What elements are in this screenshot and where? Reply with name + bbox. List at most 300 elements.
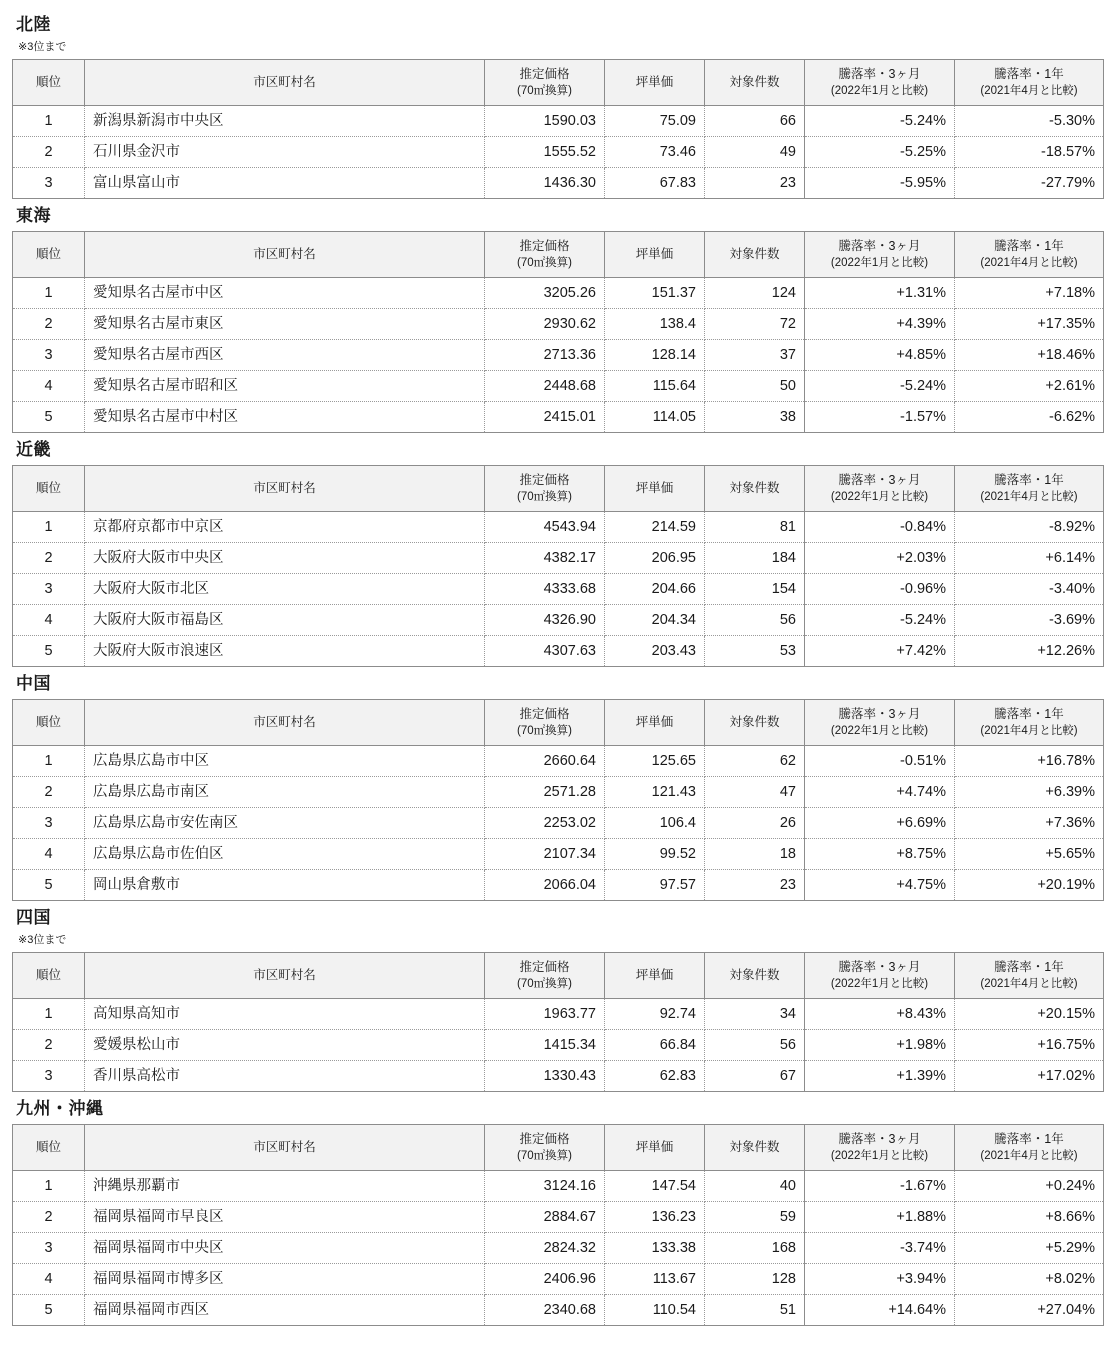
ranking-table — [12, 952, 1104, 1092]
cell-city: 岡山県倉敷市 — [85, 870, 485, 901]
cell-change-3m: +8.75% — [805, 839, 955, 870]
cell-change-1y: +8.66% — [955, 1202, 1104, 1233]
column-header-change-1y-sub: (2021年4月と比較) — [980, 257, 1078, 269]
column-header-price-sub: (70㎡換算) — [517, 257, 572, 269]
cell-city: 福岡県福岡市博多区 — [85, 1264, 485, 1295]
cell-price: 2713.36 — [485, 340, 605, 371]
table-header-row — [13, 700, 1104, 746]
cell-price: 3124.16 — [485, 1171, 605, 1202]
column-header-tsubo: 坪単価 — [605, 1125, 705, 1171]
column-header-change-3m-sub: (2022年1月と比較) — [830, 1150, 929, 1162]
ranking-table — [12, 699, 1104, 901]
column-header-price-sub: (70㎡換算) — [517, 1150, 572, 1162]
cell-change-3m: +4.74% — [805, 777, 955, 808]
cell-change-1y: -3.69% — [955, 605, 1104, 636]
column-header-count: 対象件数 — [705, 466, 805, 512]
column-header-city: 市区町村名 — [85, 466, 485, 512]
cell-city: 大阪府大阪市北区 — [85, 574, 485, 605]
cell-count: 53 — [705, 636, 805, 667]
cell-change-3m: -5.24% — [805, 371, 955, 402]
table-row — [13, 137, 1104, 168]
cell-tsubo: 92.74 — [605, 999, 705, 1030]
column-header-count: 対象件数 — [705, 953, 805, 999]
column-header-change-1y — [955, 700, 1104, 746]
cell-city: 愛媛県松山市 — [85, 1030, 485, 1061]
cell-change-1y: +27.04% — [955, 1295, 1104, 1326]
column-header-change-1y — [955, 1125, 1104, 1171]
column-header-change-1y — [955, 232, 1104, 278]
column-header-count: 対象件数 — [705, 1125, 805, 1171]
cell-tsubo: 97.57 — [605, 870, 705, 901]
cell-change-1y: +7.36% — [955, 808, 1104, 839]
ranking-table — [12, 231, 1104, 433]
cell-city: 広島県広島市安佐南区 — [85, 808, 485, 839]
column-header-price — [485, 466, 605, 512]
section-title: 近畿 — [16, 440, 51, 459]
cell-price: 2406.96 — [485, 1264, 605, 1295]
table-row — [13, 1030, 1104, 1061]
cell-city: 広島県広島市南区 — [85, 777, 485, 808]
cell-tsubo: 203.43 — [605, 636, 705, 667]
cell-change-3m: -1.57% — [805, 402, 955, 433]
cell-change-3m: +1.39% — [805, 1061, 955, 1092]
column-header-city: 市区町村名 — [85, 60, 485, 106]
column-header-change-3m-main: 騰落率・3ヶ月 — [838, 1132, 921, 1146]
cell-count: 34 — [705, 999, 805, 1030]
column-header-change-1y-sub: (2021年4月と比較) — [980, 1150, 1078, 1162]
column-header-change-3m-sub: (2022年1月と比較) — [830, 491, 929, 503]
cell-rank: 1 — [13, 746, 85, 777]
ranking-table — [12, 59, 1104, 199]
cell-change-1y: +6.39% — [955, 777, 1104, 808]
table-row — [13, 1233, 1104, 1264]
cell-count: 59 — [705, 1202, 805, 1233]
cell-tsubo: 99.52 — [605, 839, 705, 870]
cell-change-3m: +6.69% — [805, 808, 955, 839]
cell-price: 1963.77 — [485, 999, 605, 1030]
cell-price: 1330.43 — [485, 1061, 605, 1092]
section-title: 中国 — [16, 674, 51, 693]
column-header-city: 市区町村名 — [85, 700, 485, 746]
cell-change-1y: +6.14% — [955, 543, 1104, 574]
column-header-change-1y-main: 騰落率・1年 — [994, 239, 1064, 253]
column-header-change-3m-main: 騰落率・3ヶ月 — [838, 960, 921, 974]
cell-rank: 1 — [13, 512, 85, 543]
cell-count: 72 — [705, 309, 805, 340]
cell-rank: 1 — [13, 1171, 85, 1202]
cell-rank: 5 — [13, 402, 85, 433]
table-row — [13, 340, 1104, 371]
cell-tsubo: 136.23 — [605, 1202, 705, 1233]
cell-rank: 3 — [13, 574, 85, 605]
table-row — [13, 808, 1104, 839]
cell-rank: 2 — [13, 1030, 85, 1061]
cell-change-3m: -5.25% — [805, 137, 955, 168]
column-header-change-3m-main: 騰落率・3ヶ月 — [838, 473, 921, 487]
table-row — [13, 1264, 1104, 1295]
table-header-row — [13, 232, 1104, 278]
section-note: ※3位まで — [18, 934, 67, 946]
cell-city: 愛知県名古屋市西区 — [85, 340, 485, 371]
table-row — [13, 1202, 1104, 1233]
cell-price: 2884.67 — [485, 1202, 605, 1233]
cell-change-3m: +3.94% — [805, 1264, 955, 1295]
column-header-change-3m — [805, 700, 955, 746]
column-header-change-3m-main: 騰落率・3ヶ月 — [838, 67, 921, 81]
column-header-rank: 順位 — [13, 232, 85, 278]
column-header-price-main: 推定価格 — [519, 960, 570, 974]
cell-change-3m: +1.88% — [805, 1202, 955, 1233]
column-header-change-1y-main: 騰落率・1年 — [994, 960, 1064, 974]
cell-rank: 5 — [13, 636, 85, 667]
column-header-change-3m — [805, 1125, 955, 1171]
column-header-price-sub: (70㎡換算) — [517, 725, 572, 737]
cell-city: 高知県高知市 — [85, 999, 485, 1030]
cell-change-3m: +4.75% — [805, 870, 955, 901]
table-row — [13, 777, 1104, 808]
cell-tsubo: 121.43 — [605, 777, 705, 808]
cell-count: 56 — [705, 605, 805, 636]
table-row — [13, 1171, 1104, 1202]
cell-price: 2253.02 — [485, 808, 605, 839]
column-header-change-1y — [955, 466, 1104, 512]
column-header-price — [485, 232, 605, 278]
cell-tsubo: 128.14 — [605, 340, 705, 371]
table-row — [13, 574, 1104, 605]
cell-tsubo: 113.67 — [605, 1264, 705, 1295]
cell-count: 38 — [705, 402, 805, 433]
region-section — [12, 907, 1103, 1092]
ranking-table — [12, 1124, 1104, 1326]
table-header-row — [13, 953, 1104, 999]
column-header-price-main: 推定価格 — [519, 707, 570, 721]
cell-rank: 4 — [13, 605, 85, 636]
cell-city: 石川県金沢市 — [85, 137, 485, 168]
cell-count: 47 — [705, 777, 805, 808]
cell-rank: 2 — [13, 1202, 85, 1233]
cell-tsubo: 66.84 — [605, 1030, 705, 1061]
cell-price: 2340.68 — [485, 1295, 605, 1326]
cell-change-1y: +17.02% — [955, 1061, 1104, 1092]
cell-price: 4543.94 — [485, 512, 605, 543]
table-row — [13, 543, 1104, 574]
cell-price: 2448.68 — [485, 371, 605, 402]
cell-rank: 5 — [13, 870, 85, 901]
column-header-change-1y-main: 騰落率・1年 — [994, 473, 1064, 487]
cell-tsubo: 206.95 — [605, 543, 705, 574]
table-row — [13, 402, 1104, 433]
cell-price: 2571.28 — [485, 777, 605, 808]
column-header-rank: 順位 — [13, 466, 85, 512]
cell-tsubo: 62.83 — [605, 1061, 705, 1092]
column-header-city: 市区町村名 — [85, 1125, 485, 1171]
column-header-change-3m-main: 騰落率・3ヶ月 — [838, 707, 921, 721]
cell-city: 香川県高松市 — [85, 1061, 485, 1092]
table-row — [13, 371, 1104, 402]
cell-count: 26 — [705, 808, 805, 839]
cell-city: 広島県広島市中区 — [85, 746, 485, 777]
table-header-row — [13, 1125, 1104, 1171]
column-header-tsubo: 坪単価 — [605, 60, 705, 106]
cell-rank: 1 — [13, 278, 85, 309]
cell-tsubo: 138.4 — [605, 309, 705, 340]
cell-change-3m: +2.03% — [805, 543, 955, 574]
cell-count: 23 — [705, 870, 805, 901]
column-header-price-main: 推定価格 — [519, 473, 570, 487]
cell-tsubo: 75.09 — [605, 106, 705, 137]
cell-price: 4382.17 — [485, 543, 605, 574]
cell-city: 沖縄県那覇市 — [85, 1171, 485, 1202]
table-row — [13, 512, 1104, 543]
cell-price: 1436.30 — [485, 168, 605, 199]
cell-price: 4326.90 — [485, 605, 605, 636]
cell-change-3m: +4.85% — [805, 340, 955, 371]
table-header-row — [13, 466, 1104, 512]
column-header-count: 対象件数 — [705, 232, 805, 278]
table-row — [13, 106, 1104, 137]
cell-rank: 3 — [13, 1061, 85, 1092]
cell-rank: 2 — [13, 543, 85, 574]
cell-count: 168 — [705, 1233, 805, 1264]
column-header-change-3m — [805, 60, 955, 106]
cell-rank: 4 — [13, 371, 85, 402]
ranking-table — [12, 465, 1104, 667]
cell-city: 広島県広島市佐伯区 — [85, 839, 485, 870]
table-row — [13, 168, 1104, 199]
cell-tsubo: 106.4 — [605, 808, 705, 839]
cell-price: 2824.32 — [485, 1233, 605, 1264]
column-header-price-main: 推定価格 — [519, 1132, 570, 1146]
cell-rank: 2 — [13, 137, 85, 168]
cell-tsubo: 214.59 — [605, 512, 705, 543]
cell-city: 愛知県名古屋市中区 — [85, 278, 485, 309]
table-row — [13, 636, 1104, 667]
cell-price: 3205.26 — [485, 278, 605, 309]
cell-tsubo: 73.46 — [605, 137, 705, 168]
column-header-count: 対象件数 — [705, 700, 805, 746]
table-row — [13, 278, 1104, 309]
cell-count: 50 — [705, 371, 805, 402]
cell-change-1y: +17.35% — [955, 309, 1104, 340]
column-header-city: 市区町村名 — [85, 953, 485, 999]
cell-change-3m: +8.43% — [805, 999, 955, 1030]
column-header-change-1y-sub: (2021年4月と比較) — [980, 491, 1078, 503]
cell-city: 新潟県新潟市中央区 — [85, 106, 485, 137]
cell-city: 福岡県福岡市中央区 — [85, 1233, 485, 1264]
cell-price: 2930.62 — [485, 309, 605, 340]
column-header-change-3m-sub: (2022年1月と比較) — [830, 978, 929, 990]
cell-city: 愛知県名古屋市中村区 — [85, 402, 485, 433]
column-header-change-1y-main: 騰落率・1年 — [994, 67, 1064, 81]
column-header-price — [485, 953, 605, 999]
cell-change-1y: -27.79% — [955, 168, 1104, 199]
section-title: 四国 — [16, 908, 51, 927]
table-row — [13, 839, 1104, 870]
column-header-change-3m — [805, 466, 955, 512]
cell-count: 124 — [705, 278, 805, 309]
column-header-change-1y-sub: (2021年4月と比較) — [980, 725, 1078, 737]
cell-change-3m: -0.96% — [805, 574, 955, 605]
column-header-price-main: 推定価格 — [519, 67, 570, 81]
region-section — [12, 205, 1103, 433]
cell-city: 大阪府大阪市浪速区 — [85, 636, 485, 667]
cell-price: 2660.64 — [485, 746, 605, 777]
cell-rank: 3 — [13, 808, 85, 839]
cell-change-1y: +5.29% — [955, 1233, 1104, 1264]
cell-change-3m: +1.98% — [805, 1030, 955, 1061]
cell-change-3m: -5.24% — [805, 106, 955, 137]
cell-count: 23 — [705, 168, 805, 199]
table-row — [13, 1295, 1104, 1326]
region-section — [12, 673, 1103, 901]
cell-change-1y: +8.02% — [955, 1264, 1104, 1295]
section-title: 東海 — [16, 206, 51, 225]
column-header-change-3m-sub: (2022年1月と比較) — [830, 257, 929, 269]
cell-change-3m: -0.84% — [805, 512, 955, 543]
cell-count: 56 — [705, 1030, 805, 1061]
column-header-price — [485, 1125, 605, 1171]
column-header-change-1y — [955, 953, 1104, 999]
table-row — [13, 999, 1104, 1030]
cell-change-1y: +0.24% — [955, 1171, 1104, 1202]
cell-change-3m: +1.31% — [805, 278, 955, 309]
cell-change-1y: +16.78% — [955, 746, 1104, 777]
column-header-tsubo: 坪単価 — [605, 232, 705, 278]
cell-rank: 4 — [13, 839, 85, 870]
region-section — [12, 439, 1103, 667]
table-row — [13, 309, 1104, 340]
cell-city: 京都府京都市中京区 — [85, 512, 485, 543]
cell-city: 愛知県名古屋市東区 — [85, 309, 485, 340]
column-header-change-3m — [805, 232, 955, 278]
cell-count: 62 — [705, 746, 805, 777]
column-header-price — [485, 700, 605, 746]
section-title: 九州・沖縄 — [16, 1099, 104, 1118]
cell-change-3m: +4.39% — [805, 309, 955, 340]
column-header-city: 市区町村名 — [85, 232, 485, 278]
cell-change-1y: +20.19% — [955, 870, 1104, 901]
cell-change-3m: -5.24% — [805, 605, 955, 636]
region-section — [12, 1098, 1103, 1326]
cell-change-3m: -0.51% — [805, 746, 955, 777]
cell-change-3m: -5.95% — [805, 168, 955, 199]
cell-price: 1415.34 — [485, 1030, 605, 1061]
column-header-rank: 順位 — [13, 60, 85, 106]
cell-tsubo: 125.65 — [605, 746, 705, 777]
region-section — [12, 14, 1103, 199]
cell-count: 18 — [705, 839, 805, 870]
column-header-tsubo: 坪単価 — [605, 953, 705, 999]
column-header-change-1y-main: 騰落率・1年 — [994, 707, 1064, 721]
column-header-change-1y-sub: (2021年4月と比較) — [980, 85, 1078, 97]
cell-change-1y: +16.75% — [955, 1030, 1104, 1061]
cell-price: 4333.68 — [485, 574, 605, 605]
cell-city: 大阪府大阪市中央区 — [85, 543, 485, 574]
column-header-change-1y — [955, 60, 1104, 106]
cell-city: 大阪府大阪市福島区 — [85, 605, 485, 636]
cell-rank: 3 — [13, 340, 85, 371]
section-title: 北陸 — [16, 15, 51, 34]
column-header-change-3m-main: 騰落率・3ヶ月 — [838, 239, 921, 253]
cell-change-3m: -1.67% — [805, 1171, 955, 1202]
table-row — [13, 1061, 1104, 1092]
column-header-price — [485, 60, 605, 106]
cell-count: 51 — [705, 1295, 805, 1326]
cell-city: 愛知県名古屋市昭和区 — [85, 371, 485, 402]
cell-change-1y: +2.61% — [955, 371, 1104, 402]
column-header-change-3m — [805, 953, 955, 999]
column-header-tsubo: 坪単価 — [605, 466, 705, 512]
table-row — [13, 746, 1104, 777]
table-row — [13, 605, 1104, 636]
cell-change-1y: -8.92% — [955, 512, 1104, 543]
cell-price: 2415.01 — [485, 402, 605, 433]
cell-tsubo: 204.66 — [605, 574, 705, 605]
cell-change-1y: -3.40% — [955, 574, 1104, 605]
cell-rank: 2 — [13, 309, 85, 340]
cell-rank: 1 — [13, 106, 85, 137]
column-header-price-main: 推定価格 — [519, 239, 570, 253]
column-header-price-sub: (70㎡換算) — [517, 491, 572, 503]
cell-price: 2066.04 — [485, 870, 605, 901]
column-header-rank: 順位 — [13, 1125, 85, 1171]
cell-change-1y: +12.26% — [955, 636, 1104, 667]
cell-city: 福岡県福岡市早良区 — [85, 1202, 485, 1233]
cell-change-3m: -3.74% — [805, 1233, 955, 1264]
cell-change-3m: +14.64% — [805, 1295, 955, 1326]
cell-price: 1555.52 — [485, 137, 605, 168]
cell-change-1y: +20.15% — [955, 999, 1104, 1030]
cell-count: 49 — [705, 137, 805, 168]
column-header-change-1y-main: 騰落率・1年 — [994, 1132, 1064, 1146]
cell-price: 4307.63 — [485, 636, 605, 667]
cell-tsubo: 110.54 — [605, 1295, 705, 1326]
cell-count: 81 — [705, 512, 805, 543]
cell-count: 154 — [705, 574, 805, 605]
column-header-change-3m-sub: (2022年1月と比較) — [830, 85, 929, 97]
cell-change-1y: +18.46% — [955, 340, 1104, 371]
cell-price: 1590.03 — [485, 106, 605, 137]
table-header-row — [13, 60, 1104, 106]
cell-rank: 3 — [13, 1233, 85, 1264]
cell-city: 富山県富山市 — [85, 168, 485, 199]
cell-city: 福岡県福岡市西区 — [85, 1295, 485, 1326]
cell-price: 2107.34 — [485, 839, 605, 870]
column-header-change-1y-sub: (2021年4月と比較) — [980, 978, 1078, 990]
cell-count: 184 — [705, 543, 805, 574]
column-header-price-sub: (70㎡換算) — [517, 978, 572, 990]
cell-count: 66 — [705, 106, 805, 137]
cell-tsubo: 133.38 — [605, 1233, 705, 1264]
column-header-tsubo: 坪単価 — [605, 700, 705, 746]
column-header-rank: 順位 — [13, 953, 85, 999]
cell-tsubo: 147.54 — [605, 1171, 705, 1202]
cell-count: 40 — [705, 1171, 805, 1202]
cell-rank: 2 — [13, 777, 85, 808]
cell-tsubo: 204.34 — [605, 605, 705, 636]
cell-count: 128 — [705, 1264, 805, 1295]
column-header-change-3m-sub: (2022年1月と比較) — [830, 725, 929, 737]
column-header-rank: 順位 — [13, 700, 85, 746]
cell-tsubo: 67.83 — [605, 168, 705, 199]
column-header-price-sub: (70㎡換算) — [517, 85, 572, 97]
cell-change-1y: +5.65% — [955, 839, 1104, 870]
cell-change-1y: -6.62% — [955, 402, 1104, 433]
cell-tsubo: 114.05 — [605, 402, 705, 433]
cell-rank: 5 — [13, 1295, 85, 1326]
cell-rank: 4 — [13, 1264, 85, 1295]
cell-change-3m: +7.42% — [805, 636, 955, 667]
